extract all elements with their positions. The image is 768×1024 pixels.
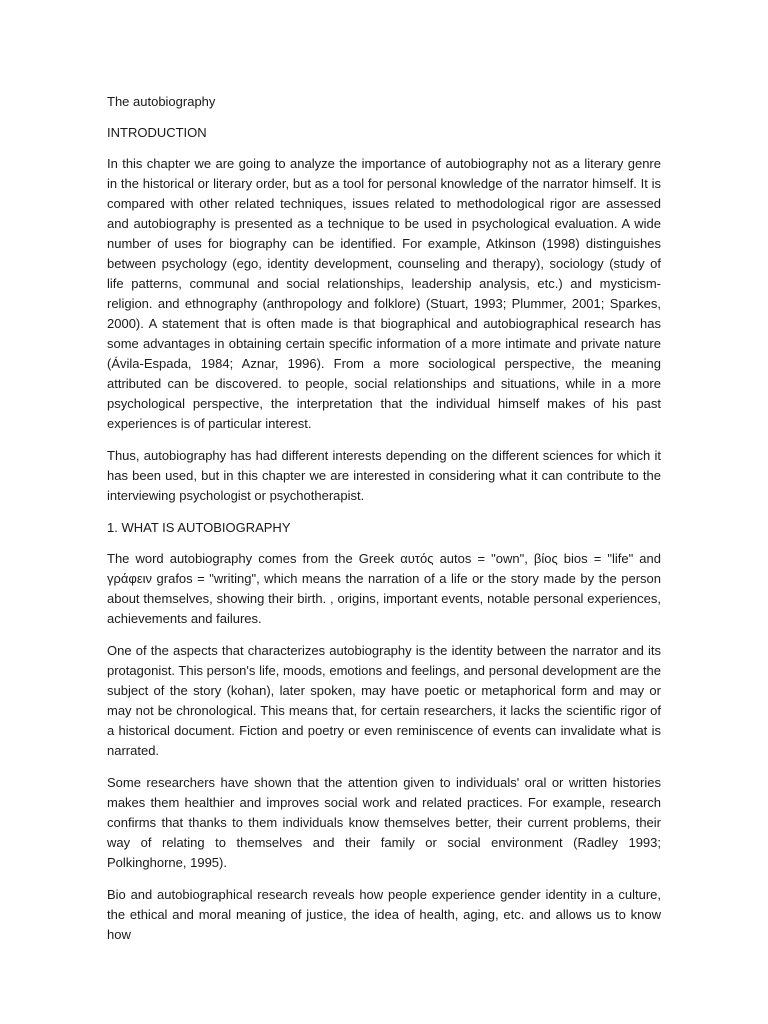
section1-paragraph-1: The word autobiography comes from the Greek αυτός autos = "own", βίος bios = "life" and γράφειν grafos = "writing", which means the narration of a life or the story made by the person about themselves, showing their birth. , origins, important events, notable personal experiences, achievements and failures.: [107, 551, 661, 626]
document-body: [107, 92, 661, 957]
section1-paragraph-2: One of the aspects that characterizes autobiography is the identity between the narrator and its protagonist. This person's life, moods, emotions and feelings, and personal development are the subject of the story (kohan), later spoken, may have poetic or metaphorical form and may or may not be chronological. This means that, for certain researchers, it lacks the scientific rigor of a historical document. Fiction and poetry or even reminiscence of events can invalidate what is narrated.: [107, 643, 661, 758]
section-heading-what-is-autobiography: 1. WHAT IS AUTOBIOGRAPHY: [107, 520, 291, 535]
intro-paragraph-2: Thus, autobiography has had different interests depending on the different sciences for which it has been used, but in this chapter we are interested in considering what it can contribute to the interviewing psychologist or psychotherapist.: [107, 448, 661, 503]
intro-paragraph-1: In this chapter we are going to analyze the importance of autobiography not as a literary genre in the historical or literary order, but as a tool for personal knowledge of the narrator himself. It is compared with other related techniques, issues related to methodological rigor are assessed and autobiography is presented as a technique to be used in psychological evaluation. A wide number of uses for biography can be identified. For example, Atkinson (1998) distinguishes between psychology (ego, identity development, counseling and therapy), sociology (study of life patterns, communal and social relationships, leadership analysis, etc.) and mysticism-religion. and ethnography (anthropology and folklore) (Stuart, 1993; Plummer, 2001; Sparkes, 2000). A statement that is often made is that biographical and autobiographical research has some advantages in obtaining certain specific information of a more intimate and private nature (Ávila-Espada, 1984; Aznar, 1996). From a more sociological perspective, the meaning attributed can be discovered. to people, social relationships and situations, while in a more psychological perspective, the interpretation that the individual himself makes of his past experiences is of particular interest.: [107, 156, 661, 431]
document-title: The autobiography: [107, 94, 216, 109]
section1-paragraph-4: Bio and autobiographical research reveals how people experience gender identity in a culture, the ethical and moral meaning of justice, the idea of health, aging, etc. and allows us to know how: [107, 887, 661, 942]
introduction-heading: INTRODUCTION: [107, 125, 207, 140]
section1-paragraph-3: Some researchers have shown that the attention given to individuals' oral or written histories makes them healthier and improves social work and related practices. For example, research confirms that thanks to them individuals know themselves better, their current problems, their way of relating to themselves and their family or social environment (Radley 1993; Polkinghorne, 1995).: [107, 775, 661, 870]
